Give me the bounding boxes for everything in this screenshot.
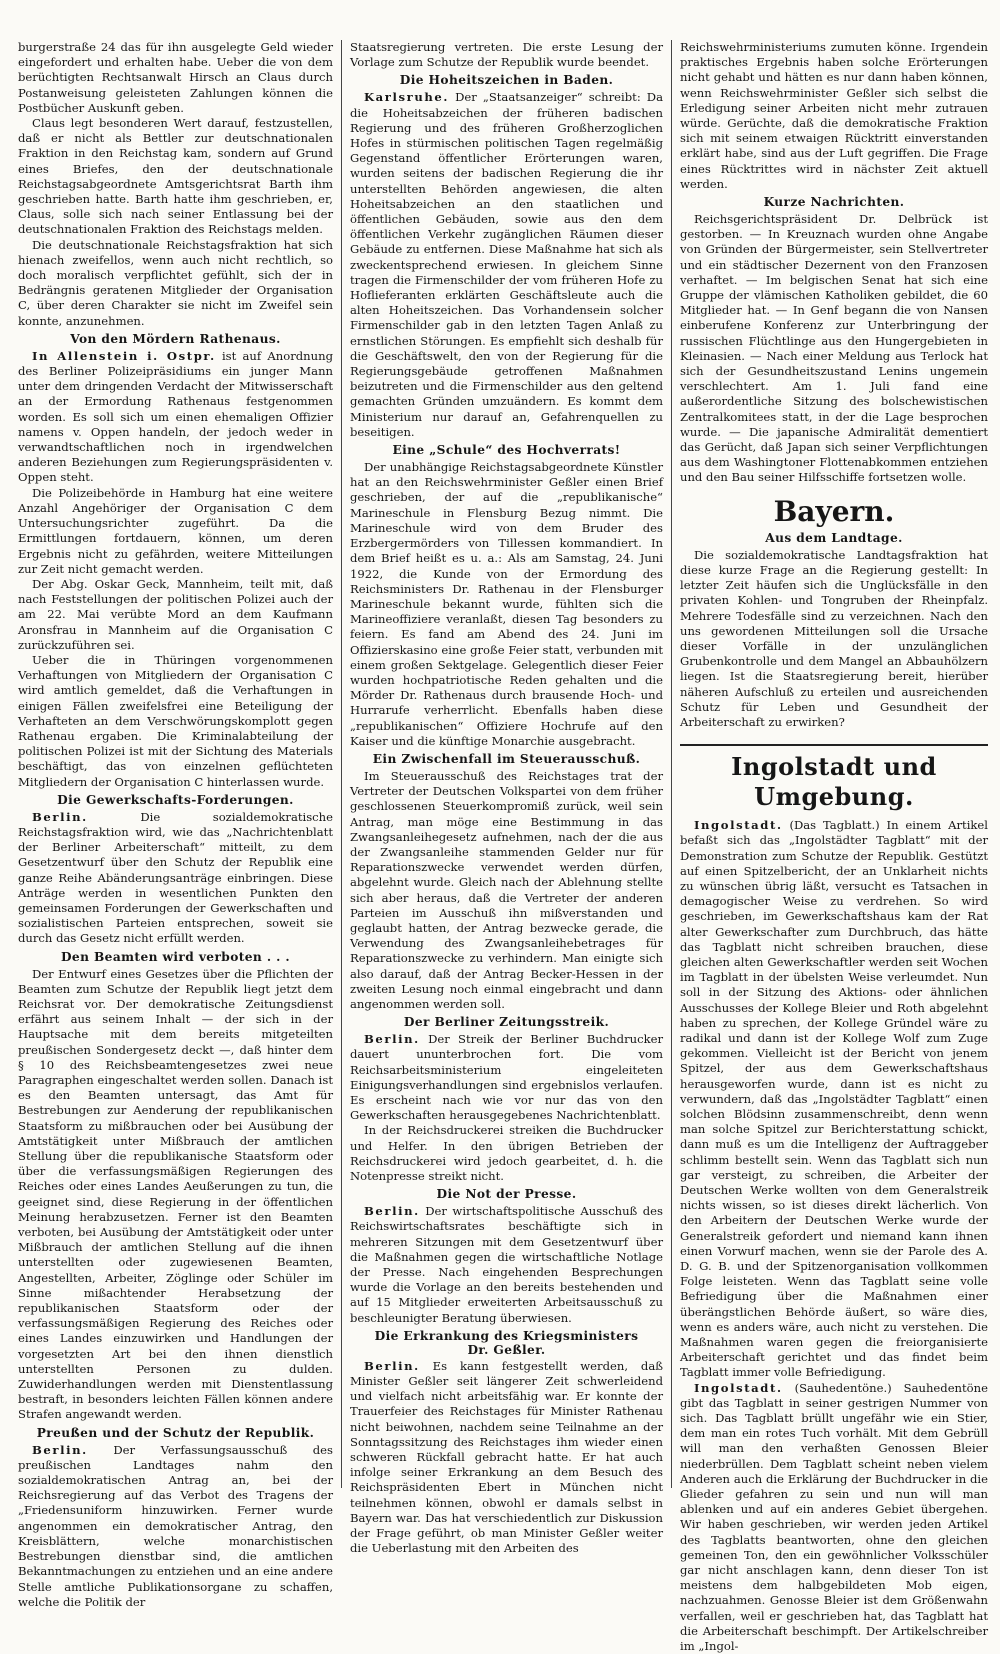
article-text: Im Steuerausschuß des Reichstages trat der Vertreter der Deutschen Volkspartei von dem früher geschlossenen Steuerkompromiß zurück, weil sein Antrag, man möge eine Bestimmung in das Zwangsanleihegesetz aufnehmen, nach der die aus der Zwangsanleihe stammenden Gelder nur für Reparationszwecke verwendet werden dürfen, abgelehnt wurde. Gleich nach der Ablehnung stellte sich aber heraus, daß die Vertreter der anderen Parteien im Ausschuß ihn mißverstanden und geglaubt hatten, der Antrag bezwecke gerade, die Verwendung des Zwangsanleihebetrages für Reparationszwecke zu verhindern. Man einigte sich also darauf, daß der Antrag Becker-Hessen in der zweiten Lesung noch einmal eingebracht und dann angenommen werden soll. [350,768,663,1011]
headline-tax-committee: Ein Zwischenfall im Steuerausschuß. [372,751,641,766]
article-text: Reichswehrministeriums zumuten könne. Irgendein praktisches Ergebnis haben solche Erörterungen nicht gehabt und hätten es nur dann haben können, wenn Reichswehrminister Geßler sich selbst die Erledigung seiner Arbeiten nicht mehr zutrauen würde. Gerüchte, daß die demokratische Fraktion sich mit seinem etwaigen Rücktritt einverstanden erklärt habe, sind aus der Luft gegriffen. Die Frage eines Rücktrittes wird in nächster Zeit aktuell werden. [680,40,988,191]
article-text [18,1443,333,1610]
article-text-body: Die sozialdemokratische Reichstagsfraktion wird, wie das „Nachrichtenblatt der Berliner Arbeiterschaft“ mitteilt, zu dem Gesetzentwurf über den Schutz der Republik eine ganze Reihe Abänderungsanträge einbringen. Diese Anträge werden in wesentlichen Punkten den gemeinsamen Forderungen der Gewerkschaften und sozialistischen Parteien entsprechen, soweit sie durch das Gesetz nicht erfüllt werden. [18,809,333,946]
headline-union-demands: Die Gewerkschafts-Forderungen. [57,792,294,807]
dateline: Berlin. [32,1442,88,1457]
article-text: Reichsgerichtspräsident Dr. Delbrück ist gestorben. — In Kreuznach wurden ohne Angabe von Gründen der Bürgermeister, sein Stellvertreter und ein städtischer Dezernent von den Franzosen verhaftet. — Im belgischen Senat hat sich eine Gruppe der vlämischen Katholiken gebildet, die 60 Mitglieder hat. — In Genf begann die von Nansen einberufene Konferenz zur Unterbringung der russischen Flüchtlinge aus den Hungergebieten in Kleinasien. — Nach einer Meldung aus Terlock hat sich der Gesundheitszustand Lenins ungemein verschlechtert. Am 1. Juli fand eine außerordentliche Sitzung des bolschewistischen Zentralkomitees statt, in der die Lage besprochen wurde. — Die japanische Admiralität dementiert das Gerücht, daß Japan sich seiner Verpflichtungen aus dem Washingtoner Flottenabkommen entziehen und den Bau seiner Hilfsschiffe fortsetzen wolle. [680,212,988,485]
article-text [18,349,333,486]
dateline: Berlin. [364,1032,420,1047]
newspaper-page [10,40,996,1654]
article-text: Die sozialdemokratische Landtagsfraktion hat diese kurze Frage an die Regierung gestellt: In letzter Zeit häufen sich die Unglücksfälle in den privaten Kohlen- und Tongruben der Rheinpfalz. Mehrere Todesfälle sind zu verzeichnen. Nach den uns gewordenen Mitteilungen soll die Ursache dieser Vorfälle in der unzulänglichen Grubenkontrolle und dem Mangel an Abbauhölzern liegen. Ist die Staatsregierung bereit, hierüber näheren Aufschluß zu erteilen und ausreichenden Schutz für Leben und Gesundheit der Arbeiterschaft zu erwirken? [680,547,988,729]
article-text: Die Polizeibehörde in Hamburg hat eine weitere Anzahl Angehöriger der Organisation C dem Untersuchungsrichter zugeführt. Da die Ermittlungen fortdauern, können, um deren Ergebnis nicht zu gefährden, weitere Mitteilungen zur Zeit nicht gemacht werden. [18,485,333,576]
article-text-body: Der Streik der Berliner Buchdrucker dauert ununterbrochen fort. Die vom Reichsarbeitsministerium eingeleiteten Einigungsverhandlungen sind ergebnislos verlaufen. Es erscheint nach wie vor nur das von den Gewerkschaften herausgegebenes Nachrichtenblatt. [350,1032,663,1123]
headline-minister-illness [350,1329,663,1357]
dateline: Berlin. [32,809,88,824]
article-text: Der Abg. Oskar Geck, Mannheim, teilt mit, daß nach Feststellungen der politischen Polizei auch der am 22. Mai verübte Mord an dem Kaufmann Aronsfrau in Mannheim auf die Organisation C zurückzuführen sei. [18,576,333,652]
article-text-body: (Das Tagblatt.) In einem Artikel befaßt sich das „Ingolstädter Tagblatt“ mit der Demonstration zum Schutze der Republik. Gestützt auf einen Spitzelbericht, der an Unklarheit nichts zu wünschen übrig läßt, versucht es Tatsachen in demagogischer Weise zu verdrehen. So wird geschrieben, im Gewerkschaftshaus kam der Rat alter Gewerkschafter zum Durchbruch, das hätte das Tagblatt nicht schreiben brauchen, diese gleichen alten Gewerkschaftler werden seit Wochen im Tagblatt in der übelsten Weise verleumdet. Nun soll in der Sitzung des Aktions- oder ähnlichen Ausschusses der Kollege Bleier und Roth abgelehnt haben zu sprechen, der Kollege Gründel wäre zu radikal und dann ist der Kollege Wolf zum Zuge gekommen. Vielleicht ist der Bericht von jenem Spitzel, der aus dem Gewerkschaftshaus herausgeworfen wurde, dann ist es nicht zu verwundern, daß das „Ingolstädter Tagblatt“ einen solchen Blödsinn zusammenschreibt, denn wenn man solche Spitzel zur Berichterstattung schickt, dann muß es um die Intelligenz der Auftraggeber schlimm bestellt sein. Wenn das Tagblatt sich nun gar versteigt, zu schreiben, die Arbeiter der Deutschen Werke wollten von dem Generalstreik nichts wissen, so ist dieses direkt lächerlich. Von den Arbeitern der Deutschen Werke wurde der Generalstreik gefordert und niemand kann ihnen einen Vorwurf machen, wenn sie der Parole des A. D. G. B. und der Spitzenorganisation vollkommen Folge leisteten. Wenn das Tagblatt seine volle Befriedigung über die Maßnahmen einer überängstlichen Behörde äußert, so wäre dies, wenn es anders wäre, auch nicht zu verstehen. Die Maßnahmen waren gegen die freiorganisierte Arbeiterschaft gerichtet und das findet beim Tagblatt immer volle Befriedigung. [680,818,988,1380]
headline-short-news: Kurze Nachrichten. [763,195,905,210]
dateline: Ingolstadt. [694,818,783,833]
headline-rathenau-murderers: Von den Mördern Rathenaus. [70,331,281,346]
article-text [680,1381,988,1654]
article-text: Die deutschnationale Reichstagsfraktion hat sich hienach zweifellos, wenn auch nicht rechtlich, so doch moralisch verpflichtet gefühlt, sich der in Bedrängnis geratenen Mitglieder der Organisation C, über deren Charakter sie nicht im Zweifel sein konnte, anzunehmen. [18,237,333,328]
article-text: Ueber die in Thüringen vorgenommenen Verhaftungen von Mitgliedern der Organisation C wird amtlich gemeldet, daß die Verhaftungen in einigen Fällen zweifelsfrei eine Beteiligung der Verhafteten an dem Verschwörungskomplott gegen Rathenau ergaben. Die Kriminalabteilung der politischen Polizei ist mit der Sichtung des Materials beschäftigt, das von einzelnen geflüchteten Mitgliedern der Organisation C hinterlassen wurde. [18,652,333,789]
article-text: Der unabhängige Reichstagsabgeordnete Künstler hat an den Reichswehrminister Geßler einen Brief geschrieben, der auf die „republikanische“ Marineschule in Flensburg Bezug nimmt. Die Marineschule wird von dem Bruder des Erzbergermörders von Tillessen kommandiert. In dem Brief heißt es u. a.: Als am Samstag, 24. Juni 1922, die Kunde von der Ermordung des Reichsministers Dr. Rathenau in der Flensburger Marineschule bekannt wurde, fühlten sich die Marineoffiziere veranlaßt, diesen Tag besonders zu feiern. Es fand am Abend des 24. Juni im Offizierskasino eine große Feier statt, verbunden mit einem großen Sektgelage. Gelegentlich dieser Feier wurden hochpatriotische Reden gehalten und die Mörder Dr. Rathenaus durch brausende Hoch- und Hurrarufe verherrlicht. Ebenfalls haben diese „republikanischen“ Offiziere Hochrufe auf den Kaiser und die künftige Monarchie ausgebracht. [350,460,663,748]
article-text [680,818,988,1381]
article-text [350,1032,663,1123]
dateline: Berlin. [364,1204,420,1219]
headline-prussia-republic: Preußen und der Schutz der Republik. [36,1425,315,1440]
headline-newspaper-strike: Der Berliner Zeitungsstreik. [403,1015,610,1030]
article-text: Claus legt besonderen Wert darauf, festzustellen, daß er nicht als Bettler zur deutschnationalen Fraktion in den Reichstag kam, sondern auf Grund eines Briefes, den der deutschnationale Reichstagsabgeordnete Amtsgerichtsrat Barth ihm geschrieben hatte. Barth hatte ihm geschrieben, er, Claus, solle sich nach seiner Entlassung bei der deutschnationalen Fraktion des Reichstags melden. [18,116,333,237]
article-text: burgerstraße 24 das für ihn ausgelegte Geld wieder eingefordert und erhalten habe. Ueber die von dem berüchtigten Rechtsanwalt Hirsch an Claus durch Postanweisung geleisteten Zahlungen können die Postbücher Auskunft geben. [18,40,333,115]
column-2 [341,40,671,1556]
dateline: In Allenstein i. Ostpr. [32,348,216,363]
headline-line-1: Die Erkrankung des Kriegsministers [374,1328,639,1343]
headline-state-parliament: Aus dem Landtage. [765,530,903,545]
dateline: Ingolstadt. [694,1380,783,1395]
article-text-body: ist auf Anordnung des Berliner Polizeipräsidiums ein junger Mann unter dem dringenden Verdacht der Mitwisserschaft an der Ermordung Rathenaus festgenommen worden. Es soll sich um einen ehemaligen Offizier namens v. Oppen handeln, der jedoch weder in verwandtschaftlichen noch in irgendwelchen anderen Beziehungen zum Regierungspräsidenten v. Oppen steht. [18,348,334,485]
article-text: Der Entwurf eines Gesetzes über die Pflichten der Beamten zum Schutze der Republik liegt jetzt dem Reichsrat vor. Der demokratische Zeitungsdienst erfährt aus seinem Inhalt — der sich in der Hauptsache mit dem bereits mitgeteilten preußischen Sondergesetz deckt —, daß hinter dem § 10 des Reichsbeamtengesetzes zwei neue Paragraphen eingeschaltet werden sollen. Danach ist es den Beamten untersagt, das Amt für Bestrebungen zur Aenderung der republikanischen Staatsform zu mißbrauchen oder bei Ausübung der Amtstätigkeit unter Mißbrauch der amtlichen Stellung über die republikanische Staatsform oder über die verfassungsmäßigen Regierungen des Reiches oder eines Landes Aeußerungen zu tun, die geeignet sind, diese Regierung in der öffentlichen Meinung herabzusetzen. Ferner ist den Beamten verboten, bei Ausübung der Amtstätigkeit oder unter Mißbrauch der amtlichen Stellung auf die ihnen unterstellten oder zugewiesenen Beamten, Angestellten, Arbeiter, Zöglinge oder Schüler im Sinne mißachtender Herabsetzung der republikanischen Staatsform oder der verfassungsmäßigen Regierung des Reiches oder eines Landes einzuwirken und Handlungen der vorgesetzten Art bei den ihnen dienstlich unterstellten Personen zu dulden. Zuwiderhandlungen werden mit Dienstentlassung bestraft, in besonders leichten Fällen können andere Strafen angewandt werden. [18,966,333,1422]
column-1 [10,40,341,1609]
article-text: In der Reichsdruckerei streiken die Buchdrucker und Helfer. In den übrigen Betrieben der Reichsdruckerei wird jedoch gearbeitet, d. h. die Notenpresse streikt nicht. [350,1123,663,1184]
headline-line-2: Dr. Geßler. [467,1342,546,1357]
article-text [350,1359,663,1557]
section-title-bavaria: Bayern. [773,494,895,528]
column-3 [671,40,996,1654]
headline-civil-servants: Den Beamten wird verboten . . . [60,949,291,964]
article-text-body: Der wirtschaftspolitische Ausschuß des Reichswirtschaftsrates beschäftigte sich in mehreren Sitzungen mit dem Gesetzentwurf über die Maßnahmen gegen die wirtschaftliche Notlage der Presse. Nach eingehenden Besprechungen wurde die Vorlage an den bereits bestehenden und auf 15 Mitglieder erweiterten Arbeitsausschuß zu beschleunigter Beratung überwiesen. [350,1204,663,1325]
article-text-body: (Sauhedentöne.) Sauhedentöne gibt das Tagblatt in seiner gestrigen Nummer von sich. Das Tagblatt brüllt ungefähr wie ein Stier, dem man ein rotes Tuch vorhält. Mit dem Gebrüll will man den verhaßten Genossen Bleier niederbrüllen. Dem Tagblatt scheint neben vielem Anderen auch die Erklärung der Buchdrucker in die Glieder gefahren zu sein und nun will man ablenken und auf ein anderes Gebiet übergehen. Wir haben geschrieben, wir werden jeden Artikel des Tagblatts beantworten, ohne den gleichen gemeinen Ton, den ein gewöhnlicher Volksschüler gar nicht anschlagen kann, denn dieser Ton ist meistens dem halbgebildeten Mob eigen, nachzuahmen. Genosse Bleier ist dem Größenwahn verfallen, weil er geschrieben hat, das Tagblatt hat die Arbeiterschaft beschimpft. Der Artikelschreiber im „Ingol- [680,1380,988,1654]
headline-treason-school: Eine „Schule“ des Hochverrats! [392,443,621,458]
section-title-ingolstadt: Ingolstadt und Umgebung. [680,744,988,812]
dateline: Karlsruhe. [364,90,450,105]
article-text [350,90,663,440]
article-text-body: Der Verfassungsausschuß des preußischen Landtages nahm den sozialdemokratischen Antrag an, bei der Reichsregierung auf das Verbot des Tragens der „Friedensuniform hinzuwirken. Ferner wurde angenommen ein demokratischer Antrag, den Kreisblättern, welche monarchistischen Bestrebungen dienstbar sind, die amtlichen Bekanntmachungen zu entziehen und an eine andere Stelle amtliche Publikationsorgane zu schaffen, welche die Politik der [18,1442,333,1609]
headline-press-distress: Die Not der Presse. [436,1187,577,1202]
article-text [18,810,333,947]
dateline: Berlin. [364,1358,420,1373]
article-text [350,1204,663,1326]
article-text: Staatsregierung vertreten. Die erste Lesung der Vorlage zum Schutze der Republik wurde beendet. [350,40,663,70]
headline-baden-insignia: Die Hoheitszeichen in Baden. [399,73,614,88]
article-text-body: Der „Staatsanzeiger“ schreibt: Da die Hoheitsabzeichen der früheren badischen Regierung und des früheren Großherzoglichen Hofes in stürmischen politischen Tagen regelmäßig Gegenstand öffentlicher Erörterungen waren, wurden seitens der badischen Regierung die ihr unterstellten Behörden angewiesen, die alten Hoheitsabzeichen an den staatlichen und öffentlichen Gebäuden, sowie aus den dem öffentlichen Verkehr zugänglichen Räumen dieser Gebäude zu entfernen. Diese Maßnahme hat sich als zweckentsprechend erwiesen. In gleichem Sinne tragen die Firmenschilder der vom früheren Hofe zu Hoflieferanten erklärten Geschäftsleute auch die alten Hoheitszeichen. Das Vorhandensein solcher Firmenschilder gab in den letzten Tagen Anlaß zu ernstlichen Störungen. Es empfiehlt sich deshalb für die Geschäftswelt, den von der Regierung für die Regierungsgebäude getroffenen Maßnahmen beizutreten und die Firmenschilder aus den geltend gemachten Gründen umzuändern. Es kommt dem Ministerium nur darauf an, Gefahrenquellen zu beseitigen. [350,90,663,439]
article-text-body: Es kann festgestellt werden, daß Minister Geßler seit längerer Zeit schwerleidend und vielfach nicht arbeitsfähig war. Er konnte der Trauerfeier des Reichstages für Minister Rathenau nicht beiwohnen, nachdem seine Teilnahme an der Sonntagssitzung des Reichstages ihm wieder einen schweren Rückfall gebracht hatte. Er hat auch infolge seiner Erkrankung an dem Besuch des Reichspräsidenten Ebert in München nicht teilnehmen können, obwohl er damals selbst in Bayern war. Das hat verschiedentlich zur Diskussion der Frage geführt, ob man Minister Geßler weiter die Ueberlastung mit den Arbeiten des [350,1358,663,1556]
